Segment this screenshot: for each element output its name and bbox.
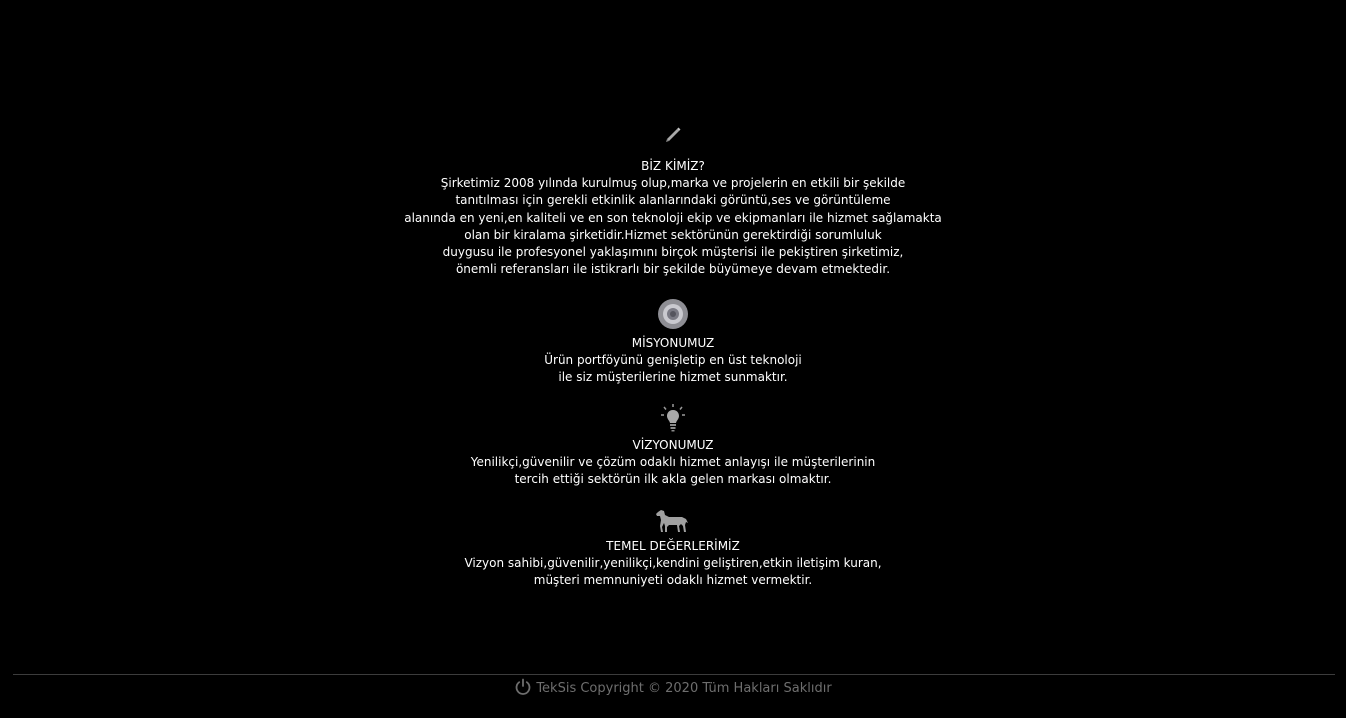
pencil-icon [663,124,683,144]
copyright-text: TekSis Copyright © 2020 Tüm Hakları Saklıdır [536,681,832,696]
about-text: Şirketimiz 2008 yılında kurulmuş olup,marka ve projelerin en etkili bir şekilde tanıtılması için gerekli etkinlik alanlarındaki görüntü,ses ve görüntüleme alanında en yeni,en kaliteli ve en son teknoloji ekip ve ekipmanları ile hizmet sağlamakta olan bir kiralama şirketidir.Hizmet sektörünün gerektirdiği sorumluluk duygusu ile profesyonel yaklaşımını birçok müşterisi ile pekiştiren şirketimiz, önemli referansları ile istikrarlı bir şekilde büyümeye devam etmektedir. [404,176,942,277]
mission-title: MİSYONUMUZ [631,336,715,350]
footer [0,678,1346,700]
about-title: BİZ KİMİZ? [641,159,705,173]
mission-text: Ürün portföyünü genişletip en üst teknoloji ile siz müşterilerine hizmet sunmaktır. [544,353,802,385]
about-section [0,124,1346,279]
vision-section [0,403,1346,489]
values-title: TEMEL DEĞERLERİMİZ [606,539,740,553]
power-icon [514,678,532,696]
horse-icon [655,508,691,534]
mission-section [0,298,1346,387]
lightbulb-icon [659,403,687,433]
vision-text: Yenilikçi,güvenilir ve çözüm odaklı hizmet anlayışı ile müşterilerinin tercih ettiği sektörün ilk akla gelen markası olmaktır. [470,455,876,487]
vision-title: VİZYONUMUZ [632,438,714,452]
values-section [0,508,1346,590]
footer-divider [13,674,1335,675]
eye-target-icon [657,298,689,330]
values-text: Vizyon sahibi,güvenilir,yenilikçi,kendini geliştiren,etkin iletişim kuran, müşteri memnuniyeti odaklı hizmet vermektir. [464,556,882,588]
